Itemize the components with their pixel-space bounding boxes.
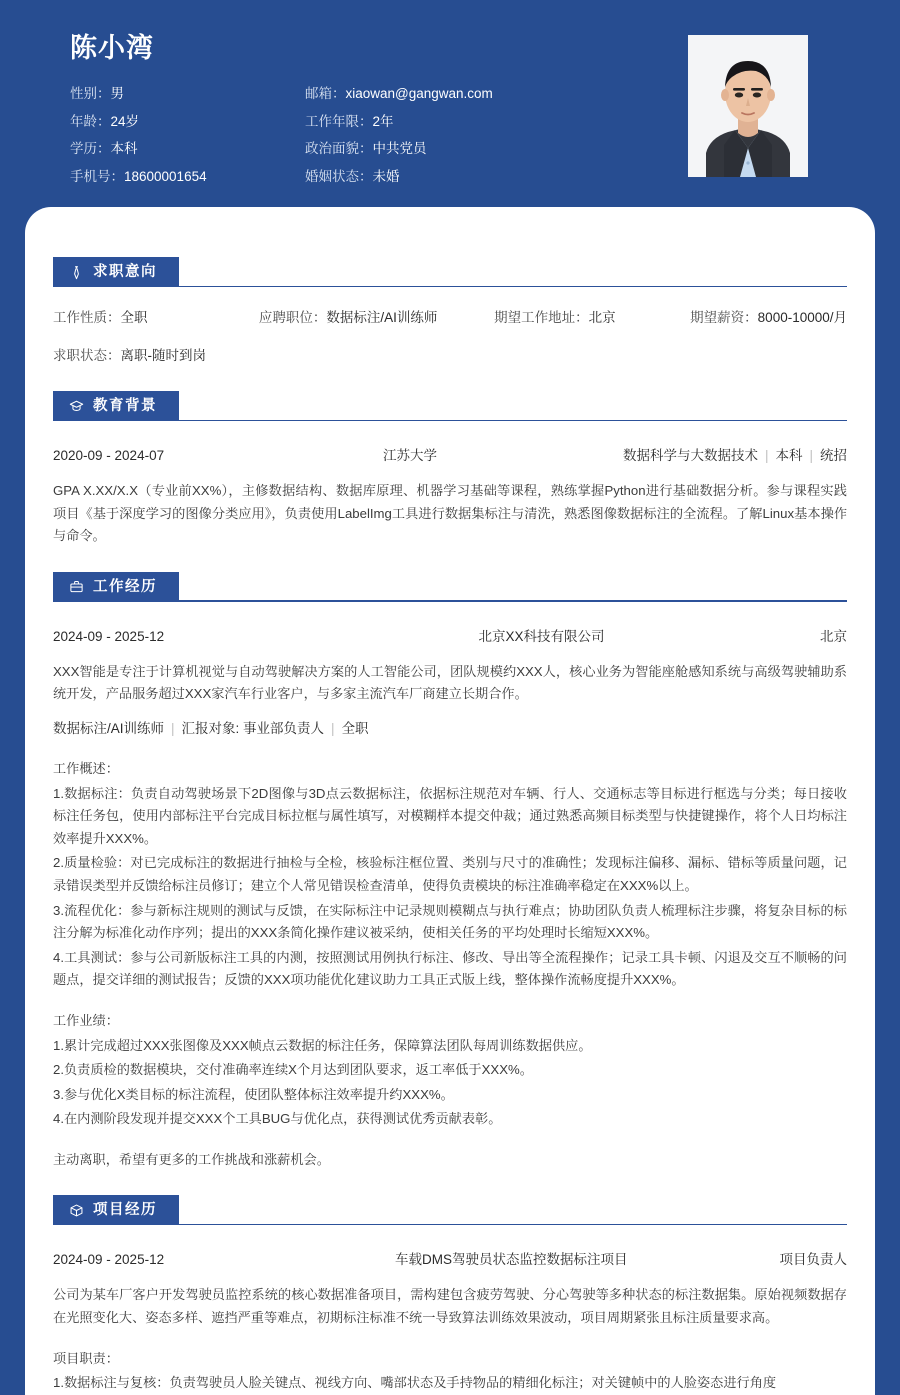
header-field-politics-label: 政治面貌： <box>305 141 373 156</box>
header-field-phone-label: 手机号： <box>70 168 124 184</box>
header-field-email-label: 邮箱： <box>305 86 346 101</box>
project-name: 车载DMS驾驶员状态监控数据标注项目 <box>395 1252 628 1268</box>
header-field-phone-value: 18600001654 <box>124 168 207 184</box>
job-intent-status <box>53 345 206 367</box>
work-overview-title: 工作概述： <box>53 760 119 776</box>
work-achievement-item: 3.参与优化X类目标的标注流程，使团队整体标注效率提升约XXX%。 <box>53 1086 454 1102</box>
education-entry-row <box>53 445 847 467</box>
candidate-name: 陈小湾 <box>70 33 154 63</box>
section-title-job-intent: 求职意向 <box>93 264 157 280</box>
job-intent-fields-row <box>53 307 847 329</box>
work-achievement-item: 1.累计完成超过XXX张图像及XXX帧点云数据的标注任务，保障算法团队每周训练数据供应。 <box>53 1037 592 1053</box>
job-intent-nature <box>53 307 259 329</box>
header-field-marital-value: 未婚 <box>372 168 400 184</box>
header-field-marital-label: 婚姻状态： <box>305 168 373 184</box>
header-field-experience-value: 2年 <box>372 113 394 129</box>
header-field-politics-value: 中共党员 <box>372 141 427 156</box>
section-rule-project <box>179 1224 847 1226</box>
work-company-description: XXX智能是专注于计算机视觉与自动驾驶解决方案的人工智能公司，团队规模约XXX人，核心业务为智能座舱感知系统与高级驾驶辅助系统开发，产品服务超过XXX家汽车行业客户，与多家主流汽车厂商建立长期合作。 <box>53 663 847 702</box>
work-divider-1: | <box>171 720 175 736</box>
project-duty-item: 1.数据标注与复核：负责驾驶员人脸关键点、视线方向、嘴部状态及手持物品的精细化标注；对关键帧中的人脸姿态进行角度 <box>53 1375 777 1391</box>
job-intent-location-value: 北京 <box>588 310 616 325</box>
work-role: 数据标注/AI训练师 <box>53 720 165 736</box>
education-date: 2020-09 - 2024-07 <box>53 448 165 463</box>
work-overview-item: 1.数据标注：负责自动驾驶场景下2D图像与3D点云数据标注，依据标注规范对车辆、行人、交通标志等目标进行框选与分类；每日接收标注任务包，使用内部标注平台完成目标拉框与属性填写，对模糊样本提交仲裁；通过熟悉高频目标类型与快捷键操作，将个人日均标注效率提升XXX%。 <box>53 785 847 846</box>
work-employment-type: 全职 <box>341 720 369 736</box>
project-description: 公司为某车厂客户开发驾驶员监控系统的核心数据准备项目，需构建包含疲劳驾驶、分心驾驶等多种状态的标注数据集。原始视频数据存在光照变化大、姿态多样、遮挡严重等难点，初期标注标准不统一导致算法训练效果波动，项目周期紧张且标注质量要求高。 <box>53 1287 847 1326</box>
header-field-gender-label: 性别： <box>70 86 111 101</box>
avatar <box>688 35 808 177</box>
header-field-age <box>70 108 305 136</box>
section-title-project: 项目经历 <box>93 1202 157 1219</box>
education-description: GPA X.XX/X.X（专业前XX%），主修数据结构、数据库原理、机器学习基础等课程，熟练掌握Python进行基础数据分析。参与课程实践项目《基于深度学习的图像分类应用》，负责使用LabelImg工具进行数据集标注与清洗，熟悉图像数据标注的全流程。了解Linux基本操作与命令。 <box>53 483 847 544</box>
header-field-email <box>305 80 670 108</box>
necktie-icon <box>69 265 84 280</box>
education-major: 数据科学与大数据技术 <box>622 448 758 463</box>
work-date: 2024-09 - 2025-12 <box>53 628 165 644</box>
project-date: 2024-09 - 2025-12 <box>53 1252 165 1268</box>
section-title-education: 教育背景 <box>93 398 157 414</box>
project-entry-row <box>53 1249 847 1271</box>
section-badge-job-intent <box>53 257 179 287</box>
header-field-age-label: 年龄： <box>70 113 111 129</box>
job-intent-nature-label: 工作性质： <box>53 310 121 325</box>
header-field-gender <box>70 80 305 108</box>
section-body-work <box>53 602 847 1172</box>
resume-card <box>25 207 875 1395</box>
header-field-degree <box>70 135 305 163</box>
job-intent-status-row <box>53 345 847 367</box>
section-work <box>53 572 847 1172</box>
section-header-project <box>53 1195 847 1225</box>
work-leave-reason: 主动离职，希望有更多的工作挑战和涨薪机会。 <box>53 1151 330 1167</box>
section-rule-job-intent <box>179 286 847 288</box>
header-field-marital <box>305 163 670 191</box>
work-report-to: 汇报对象: 事业部负责人 <box>181 720 325 736</box>
cube-icon <box>69 1203 84 1218</box>
education-degree: 本科 <box>775 448 803 463</box>
project-duty-title: 项目职责： <box>53 1350 119 1366</box>
header-info-grid <box>70 80 670 190</box>
header-field-experience-label: 工作年限： <box>305 113 373 129</box>
job-intent-position <box>259 307 494 329</box>
work-overview-item: 4.工具测试：参与公司新版标注工具的内测，按照测试用例执行标注、修改、导出等全流程操作；记录工具卡顿、闪退及交互不顺畅的问题点，提交详细的测试报告；反馈的XXX项功能优化建议助力工具正式版上线，整体操作流畅度提升XXX%。 <box>53 949 847 988</box>
work-role-line <box>53 718 847 740</box>
header-field-phone <box>70 163 305 191</box>
section-header-work <box>53 572 847 602</box>
header-field-politics <box>305 135 670 163</box>
header-field-email-value: xiaowan@gangwan.com <box>345 86 493 101</box>
education-school: 江苏大学 <box>383 448 437 463</box>
section-title-work: 工作经历 <box>93 578 157 595</box>
section-rule-education <box>179 420 847 422</box>
job-intent-salary-value: 8000-10000/月 <box>757 310 847 325</box>
work-company: 北京XX科技有限公司 <box>478 628 605 644</box>
job-intent-nature-value: 全职 <box>120 310 148 325</box>
education-divider-2: | <box>809 448 813 463</box>
job-intent-salary-label: 期望薪资： <box>690 310 758 325</box>
job-intent-location <box>494 307 690 329</box>
work-overview-item: 2.质量检验：对已完成标注的数据进行抽检与全检，核验标注框位置、类别与尺寸的准确性；发现标注偏移、漏标、错标等质量问题，记录错误类型并反馈给标注员修订；建立个人常见错误检查清单，使得负责模块的标注准确率稳定在XXX%以上。 <box>53 855 847 893</box>
job-intent-status-label: 求职状态： <box>53 348 121 363</box>
job-intent-location-label: 期望工作地址： <box>494 310 589 325</box>
education-divider-1: | <box>764 448 769 463</box>
section-body-project <box>53 1225 847 1394</box>
work-achievement-item: 4.在内测阶段发现并提交XXX个工具BUG与优化点，获得测试优秀贡献表彰。 <box>53 1111 502 1127</box>
job-intent-status-value: 离职-随时到岗 <box>120 348 206 363</box>
header-field-gender-value: 男 <box>110 86 124 101</box>
job-intent-position-value: 数据标注/AI训练师 <box>326 310 438 325</box>
section-badge-project <box>53 1195 179 1225</box>
work-achievement-item: 2.负责质检的数据模块，交付准确率连续X个月达到团队要求，返工率低于XXX%。 <box>53 1062 533 1078</box>
section-header-education <box>53 391 847 421</box>
section-body-job-intent <box>53 287 847 367</box>
header-field-age-value: 24岁 <box>110 113 140 129</box>
header-info-block <box>70 30 670 190</box>
education-meta <box>573 445 847 467</box>
project-role: 项目负责人 <box>779 1252 847 1268</box>
section-header-job-intent <box>53 257 847 287</box>
resume-header <box>0 0 900 207</box>
job-intent-salary <box>690 307 847 329</box>
work-overview-item: 3.流程优化：参与新标注规则的测试与反馈，在实际标注中记录规则模糊点与执行难点；协助团队负责人梳理标注步骤，将复杂目标的标注分解为标准化动作序列；提出的XXX条简化操作建议被采纳，使相关任务的平均处理时长缩短XXX%。 <box>53 902 847 941</box>
header-field-degree-value: 本科 <box>110 141 138 156</box>
work-location: 北京 <box>820 628 847 644</box>
graduation-cap-icon <box>69 399 84 414</box>
job-intent-position-label: 应聘职位： <box>258 310 327 325</box>
education-admission: 统招 <box>820 448 847 463</box>
section-badge-education <box>53 391 179 421</box>
section-body-education <box>53 421 847 548</box>
work-divider-2: | <box>331 720 335 736</box>
section-rule-work <box>179 600 847 602</box>
work-entry-row <box>53 626 847 648</box>
section-job-intent <box>53 257 847 367</box>
section-project <box>53 1195 847 1394</box>
briefcase-icon <box>69 579 84 594</box>
header-field-experience <box>305 108 670 136</box>
header-field-degree-label: 学历： <box>70 141 111 156</box>
section-education <box>53 391 847 548</box>
work-achievement-title: 工作业绩： <box>53 1012 119 1028</box>
section-badge-work <box>53 572 179 602</box>
